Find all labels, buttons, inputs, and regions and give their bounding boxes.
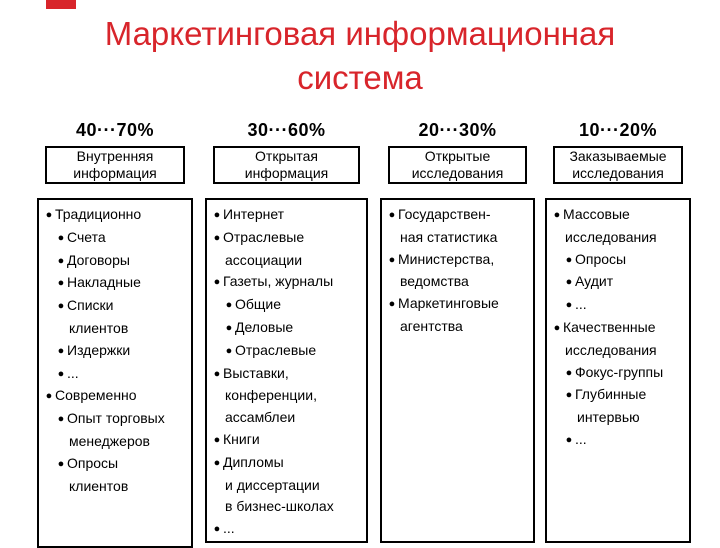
list-item-text: Аудит [575,273,614,290]
source-column-4 [545,118,691,543]
list-item-text: ассоциации [225,251,303,268]
source-header-line: Заказываемые [569,148,667,164]
list-item-text: Общие [235,296,282,313]
list-item [386,293,527,338]
list-item-text: Опросы [575,250,627,267]
list-item-text: Накладные [67,274,141,291]
list-item-line [563,429,683,452]
title-line-1: Маркетинговая информационная [104,15,616,52]
list-item [551,317,683,362]
list-item-text: Дипломы [223,453,284,470]
list-item-text: Договоры [67,251,130,268]
list-item-line [386,249,527,272]
list-item-text: Министерства, [398,250,495,267]
bullet-icon: ● [213,456,221,469]
list-item-text: ... [67,364,79,381]
list-item [211,204,360,227]
list-item-line [211,271,360,294]
list-item-text: Отраслевые [223,228,305,245]
bullet-icon: ● [565,299,573,312]
list-item [551,294,683,317]
list-item-text: Качественные [563,318,656,335]
list-item-line [386,227,527,249]
list-item-line [55,408,185,431]
list-item-text: ... [575,296,587,313]
list-item [43,227,185,250]
list-item-line [386,293,527,316]
source-header-box [553,146,683,184]
list-item-text: интервью [577,409,640,426]
list-item [551,249,683,272]
list-item-text: Книги [223,430,260,447]
list-item [386,204,527,249]
list-item-text: Газеты, журналы [223,273,334,290]
list-item-text: Деловые [235,318,294,335]
list-item [43,363,185,386]
list-item-line [211,518,360,541]
bullet-icon: ● [57,231,65,244]
list-item-text: ... [223,520,235,537]
source-header-line: информация [73,165,157,181]
list-item [211,429,360,452]
list-item-text: ассамблеи [225,409,296,426]
list-item [551,362,683,385]
list-item-line [386,316,527,338]
list-item-text: Издержки [67,341,131,358]
bullet-icon: ● [213,276,221,289]
list-item [43,250,185,273]
share-percent: 30···60% [247,120,326,140]
red-accent-mark [46,0,76,9]
list-item-text: менеджеров [69,432,150,449]
source-header-box [45,146,185,184]
source-column-2 [205,118,368,543]
list-item-text: Интернет [223,206,285,222]
list-item-text: ведомства [400,273,469,290]
list-item-text: Современно [55,387,137,404]
source-column-1 [37,118,193,548]
list-item-line [211,204,360,227]
list-item-text: в бизнес-школах [225,498,334,515]
list-item-line [211,475,360,497]
bullet-icon: ● [57,457,65,470]
bullet-icon: ● [388,253,396,266]
source-header-line: Внутренняя [76,148,154,164]
list-item-line [563,294,683,317]
list-item-line [211,250,360,272]
list-item [551,429,683,452]
list-item-line [223,317,360,340]
list-item-text: Опыт торговых [67,410,165,427]
source-header-line: информация [244,165,329,181]
list-item-text: и диссертации [225,476,320,493]
list-item-line [563,362,683,385]
list-item-line [563,271,683,294]
list-item-text: Традиционно [55,206,142,222]
list-item [551,271,683,294]
list-item [211,363,360,429]
list-item [211,227,360,272]
list-item-text: агентства [400,317,463,334]
list-item-line [563,384,683,407]
list-item [211,340,360,363]
bullet-icon: ● [225,299,233,312]
list-item-line [55,295,185,318]
bullet-icon: ● [565,433,573,446]
list-item-line [223,340,360,363]
source-list-box [37,198,193,548]
list-item-line [55,340,185,363]
list-item-line [55,431,185,453]
list-item-line [211,385,360,407]
list-item-text: Выставки, [223,364,289,381]
bullet-icon: ● [57,367,65,380]
list-item-line [55,318,185,340]
list-item-text: Счета [67,228,106,245]
share-percent: 40···70% [75,120,155,140]
slide-title [0,12,720,100]
source-list-box [205,198,368,543]
list-item-line [551,204,683,227]
bullet-icon: ● [213,209,221,221]
bullet-icon: ● [45,390,53,403]
bullet-icon: ● [553,321,561,334]
list-item-line [211,429,360,452]
list-item-text: Глубинные [575,386,647,403]
bullet-icon: ● [565,389,573,402]
list-item-line [55,453,185,476]
list-item-line [211,407,360,429]
list-item [211,294,360,317]
title-line-2: система [297,59,423,96]
bullet-icon: ● [45,209,53,221]
bullet-icon: ● [57,254,65,267]
list-item [211,452,360,518]
list-item-line [55,250,185,273]
list-item-line [55,227,185,250]
list-item [386,249,527,294]
bullet-icon: ● [553,209,561,221]
bullet-icon: ● [213,433,221,446]
list-item [43,295,185,340]
list-item-text: исследования [565,341,657,358]
list-item-text: клиентов [69,319,129,336]
list-item [43,408,185,453]
list-item [211,271,360,294]
bullet-icon: ● [57,300,65,313]
source-header-line: исследования [572,165,664,181]
list-item-line [223,294,360,317]
list-item-text: конференции, [225,387,317,404]
bullet-icon: ● [225,344,233,357]
bullet-icon: ● [388,209,396,221]
list-item [551,204,683,249]
list-item [211,317,360,340]
bullet-icon: ● [565,253,573,266]
source-header-line: Открытые [424,148,491,164]
list-item-line [211,227,360,250]
list-item-line [386,271,527,293]
source-header-line: исследования [411,165,504,181]
bullet-icon: ● [57,413,65,426]
source-header-line: Открытая [255,148,318,164]
source-header-box [213,146,360,184]
list-item-line [211,363,360,386]
bullet-icon: ● [565,366,573,379]
list-item-text: Опросы [67,454,119,471]
list-item-line [386,204,527,227]
bullet-icon: ● [213,367,221,380]
share-percent: 10···20% [578,120,658,140]
list-item-text: Фокус-группы [575,363,664,380]
list-item [43,204,185,227]
list-item-line [563,407,683,429]
list-item-line [211,452,360,475]
list-item-line [551,317,683,340]
list-item-text: Маркетинговые [398,295,499,312]
list-item [211,518,360,541]
list-item-text: клиентов [69,477,129,494]
bullet-icon: ● [57,344,65,357]
list-item [551,384,683,429]
list-item-text: Государствен- [398,206,491,222]
bullet-icon: ● [388,298,396,311]
list-item-text: ... [575,430,587,447]
list-item-text: Массовые [563,206,630,222]
source-list-box [380,198,535,543]
source-header-box [388,146,527,184]
share-percent: 20···30% [418,120,497,140]
source-column-3 [380,118,535,543]
bullet-icon: ● [57,277,65,290]
list-item [43,385,185,408]
list-item [43,453,185,498]
list-item [43,272,185,295]
list-item-line [55,272,185,295]
list-item-line [211,496,360,518]
list-item-line [563,249,683,272]
list-item-line [551,340,683,362]
list-item-text: Списки [67,297,114,314]
list-item-line [43,385,185,408]
list-item-line [55,363,185,386]
bullet-icon: ● [213,523,221,536]
list-item-line [43,204,185,227]
bullet-icon: ● [565,276,573,289]
list-item-line [55,476,185,498]
source-list-box [545,198,691,543]
list-item-text: ная статистика [400,228,498,245]
list-item [43,340,185,363]
bullet-icon: ● [213,231,221,244]
list-item-line [551,227,683,249]
bullet-icon: ● [225,321,233,334]
list-item-text: исследования [565,228,657,245]
list-item-text: Отраслевые [235,341,317,358]
